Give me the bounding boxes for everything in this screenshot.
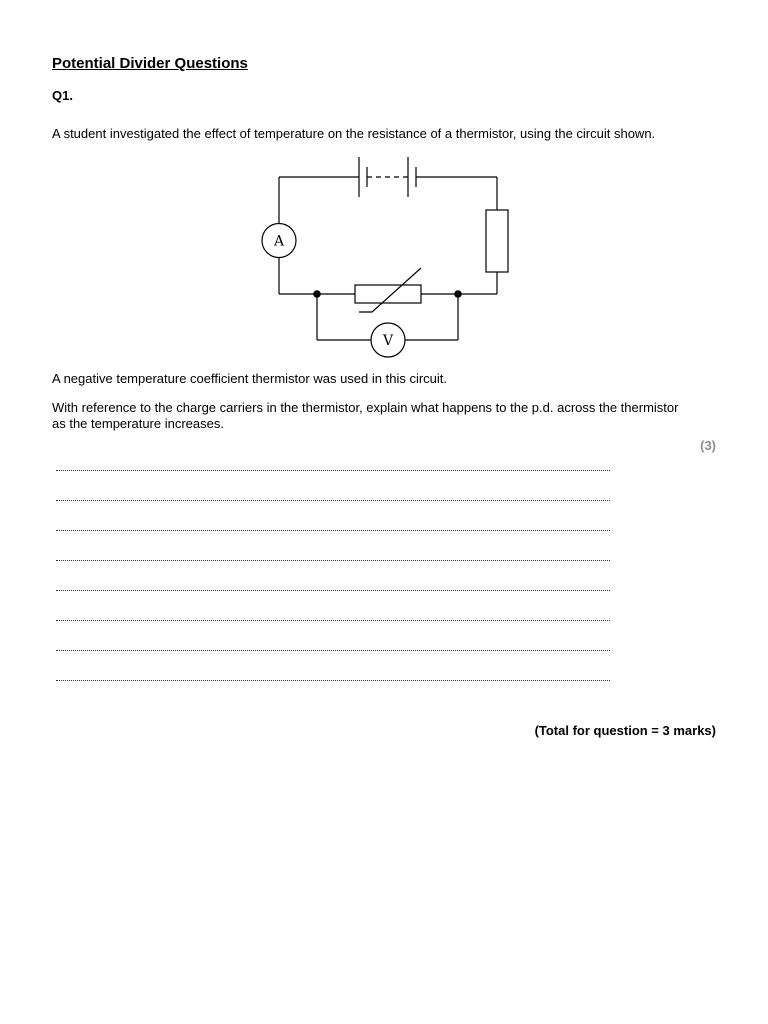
ammeter-label: A: [273, 233, 285, 250]
question-text: With reference to the charge carriers in the thermistor, explain what happens to the p.d. across the thermistor as the temperature increases.: [52, 400, 679, 431]
junction-dot-left: [313, 290, 321, 298]
answer-line[interactable]: [56, 560, 610, 561]
resistor-icon: [486, 210, 508, 272]
answer-line[interactable]: [56, 650, 610, 651]
junction-dot-right: [454, 290, 462, 298]
question-number: Q1.: [52, 88, 73, 103]
answer-line[interactable]: [56, 530, 610, 531]
intro-text: A student investigated the effect of temperature on the resistance of a thermistor, using the circuit shown.: [52, 126, 656, 141]
answer-line[interactable]: [56, 590, 610, 591]
circuit-diagram: [255, 150, 520, 360]
thermistor-icon: [355, 268, 421, 312]
answer-line[interactable]: [56, 620, 610, 621]
battery-icon: [359, 157, 416, 197]
voltmeter-label: V: [382, 333, 394, 349]
answer-line[interactable]: [56, 680, 610, 681]
answer-line[interactable]: [56, 470, 610, 471]
page-title: Potential Divider Questions: [52, 55, 248, 72]
answer-line[interactable]: [56, 500, 610, 501]
marks-label: (3): [700, 438, 716, 453]
total-marks: (Total for question = 3 marks): [534, 723, 716, 738]
statement-text: A negative temperature coefficient thermistor was used in this circuit.: [52, 371, 448, 386]
